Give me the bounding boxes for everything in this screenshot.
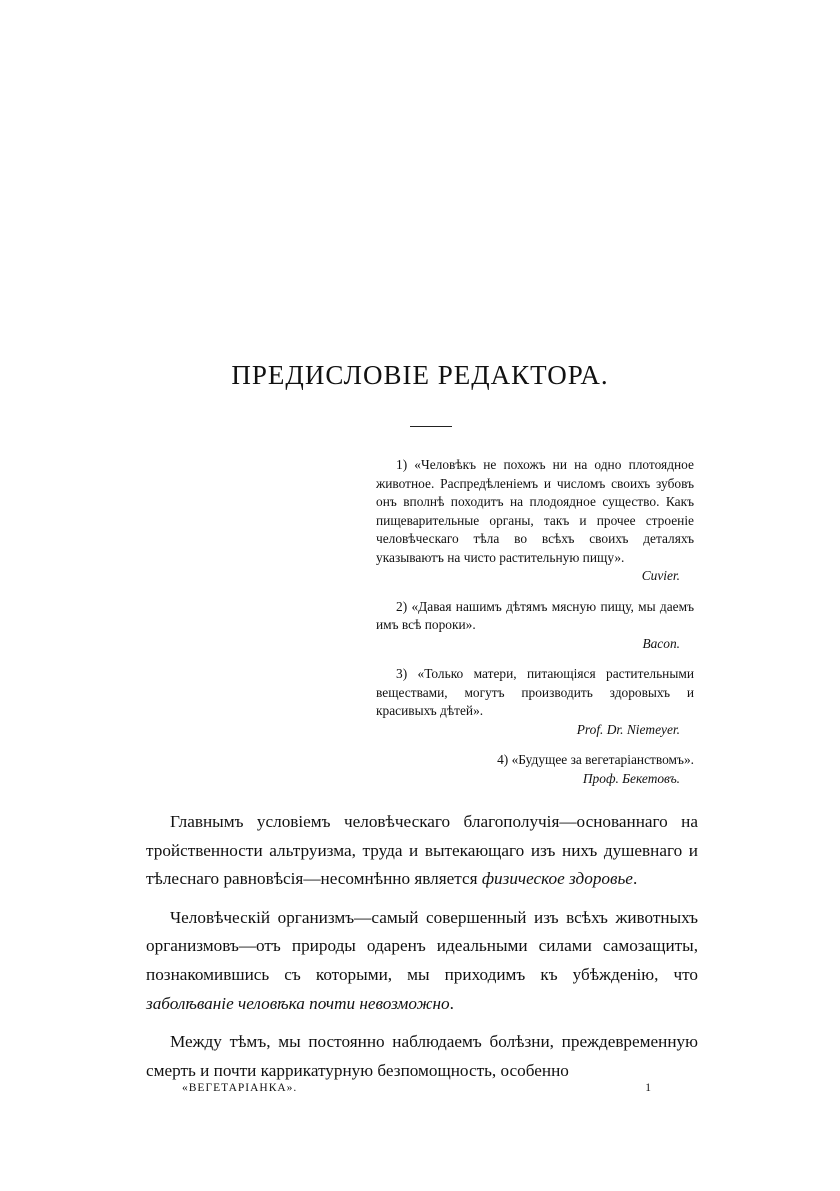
epigraph-author: Prof. Dr. Niemeyer. [576,721,680,737]
epigraph-text: 1) «Человѣкъ не похожъ ни на одно плотоядное животное. Распредѣленіемъ и числомъ своихъ зубовъ онъ вполнѣ походитъ на плодоядное существо. Какъ пищеварительные органы, такъ и прочее строеніе человѣческаго тѣла во всѣхъ своихъ деталяхъ указываютъ на чисто растительную пищу». [376,457,694,565]
printer-signature: «ВЕГЕТАРІАНКА». [182,1082,298,1094]
paragraph-emphasis: заболѣваніе человѣка почти невозможно [146,993,450,1013]
epigraph-text: 3) «Только матери, питающіяся растительными веществами, могутъ производить здоровыхъ и красивыхъ дѣтей». [376,666,694,718]
paragraph-end: . [449,993,454,1013]
epigraph-author: Bacon. [642,635,680,651]
epigraphs-block [376,456,694,800]
paragraph-text: Между тѣмъ, мы постоянно наблюдаемъ болѣзни, преждевременную смерть и почти каррикатурную безпомощность, особенно [146,1032,698,1080]
epigraph-text: 2) «Давая нашимъ дѣтямъ мясную пищу, мы даемъ имъ всѣ пороки». [376,598,694,632]
title-divider [410,426,452,427]
body-text [146,808,698,1095]
epigraph-text: 4) «Будущее за вегетаріанствомъ». [497,752,694,767]
paragraph-2 [146,904,698,1018]
paragraph-end: . [632,869,638,889]
paragraph-text: Человѣческій организмъ—самый совершенный изъ всѣхъ животныхъ организмовъ—отъ природы одаренъ идеальными силами самозащиты, познакомившись съ которыми, мы приходимъ къ убѣжденію, что [146,907,698,984]
epigraph-1 [376,456,694,586]
paragraph-3 [146,1028,698,1085]
epigraph-author: Cuvier. [641,568,680,583]
paragraph-text: Главнымъ условіемъ человѣческаго благополучія—основаннаго на тройственности альтруизма, труда и вытекающаго изъ нихъ душевнаго и тѣлеснаго равновѣсія—несомнѣнно является [146,812,698,889]
paragraph-1 [146,808,698,894]
page-title: ПРЕДИСЛОВІЕ РЕДАКТОРА. [231,360,609,390]
paragraph-emphasis: физическое здоровье [481,869,633,889]
epigraph-2 [376,598,694,654]
epigraph-3 [376,665,694,739]
epigraph-author: Проф. Бекетовъ. [582,770,680,786]
epigraph-4 [376,751,694,788]
page-number: 1 [645,1082,652,1094]
